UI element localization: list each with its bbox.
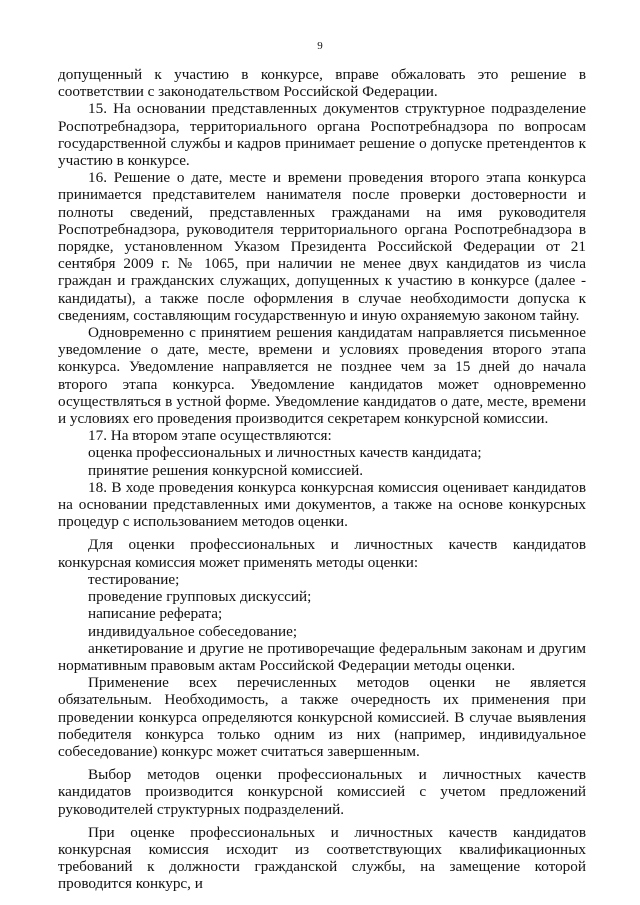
paragraph-methods-intro: Для оценки профессиональных и личностных качеств кандидатов конкурсная комиссия может применять методы оценки: bbox=[58, 536, 586, 571]
list-item-essay: написание реферата; bbox=[88, 605, 223, 623]
list-item-decision: принятие решения конкурсной комиссией. bbox=[88, 461, 364, 479]
paragraph-continuation: допущенный к участию в конкурсе, вправе обжаловать это решение в соответствии с законодательством Российской Федерации. bbox=[58, 66, 586, 101]
paragraph-evaluation: При оценке профессиональных и личностных качеств кандидатов конкурсная комиссия исходит из соответствующих квалификационных требований к должности гражданской службы, на замещение которой проводится конкурс, и bbox=[58, 823, 586, 893]
paragraph-notification: Одновременно с принятием решения кандидатам направляется письменное уведомление о дате, месте, времени и условиях проведения второго этапа конкурса. Уведомление направляется не позднее чем за 15 дней до начала второго этапа конкурса. Уведомление кандидатов может одновременно осуществляться в устной форме. Уведомление кандидатов о дате, месте, времени и условиях его проведения производится секретарем конкурсной комиссии. bbox=[58, 324, 586, 428]
list-item-assessment: оценка профессиональных и личностных качеств кандидата; bbox=[88, 444, 482, 462]
paragraph-18: 18. В ходе проведения конкурса конкурсная комиссия оценивает кандидатов на основании представленных ими документов, а также на основе конкурсных процедур с использованием методов оценки. bbox=[58, 478, 586, 531]
paragraph-15: 15. На основании представленных документов структурное подразделение Роспотребнадзора, территориального органа Роспотребнадзора по вопросам государственной службы и кадров принимает решение о допуске претендентов к участию в конкурсе. bbox=[58, 100, 586, 170]
document-body bbox=[58, 66, 586, 893]
paragraph-17: 17. На втором этапе осуществляются: bbox=[88, 427, 332, 445]
paragraph-methods-application: Применение всех перечисленных методов оценки не является обязательным. Необходимость, а также очередность их применения при проведении конкурса определяются конкурсной комиссией. В случае выявления победителя конкурса только одним из них (например, индивидуальное собеседование) конкурс может считаться завершенным. bbox=[58, 674, 586, 760]
paragraph-methods-choice: Выбор методов оценки профессиональных и личностных качеств кандидатов производится конкурсной комиссией с учетом предложений руководителей структурных подразделений. bbox=[58, 766, 586, 818]
list-item-questionnaire: анкетирование и другие не противоречащие федеральным законам и другим нормативным правовым актам Российской Федерации методы оценки. bbox=[58, 639, 586, 674]
list-item-testing: тестирование; bbox=[88, 570, 180, 588]
list-item-interview: индивидуальное собеседование; bbox=[88, 622, 298, 640]
list-item-discussions: проведение групповых дискуссий; bbox=[88, 588, 312, 606]
paragraph-16: 16. Решение о дате, месте и времени проведения второго этапа конкурса принимается представителем нанимателя после проверки достоверности и полноты сведений, представленных гражданами на имя руководителя Роспотребнадзора, руководителя территориального органа Роспотребнадзора в порядке, установленном Указом Президента Российской Федерации от 21 сентября 2009 г. № 1065, при наличии не менее двух кандидатов из числа граждан и гражданских служащих, допущенных к участию в конкурсе (далее - кандидаты), а также после оформления в случае необходимости допуска к сведениям, составляющим государственную и иную охраняемую законом тайну. bbox=[58, 169, 586, 324]
page-number: 9 bbox=[317, 40, 323, 52]
